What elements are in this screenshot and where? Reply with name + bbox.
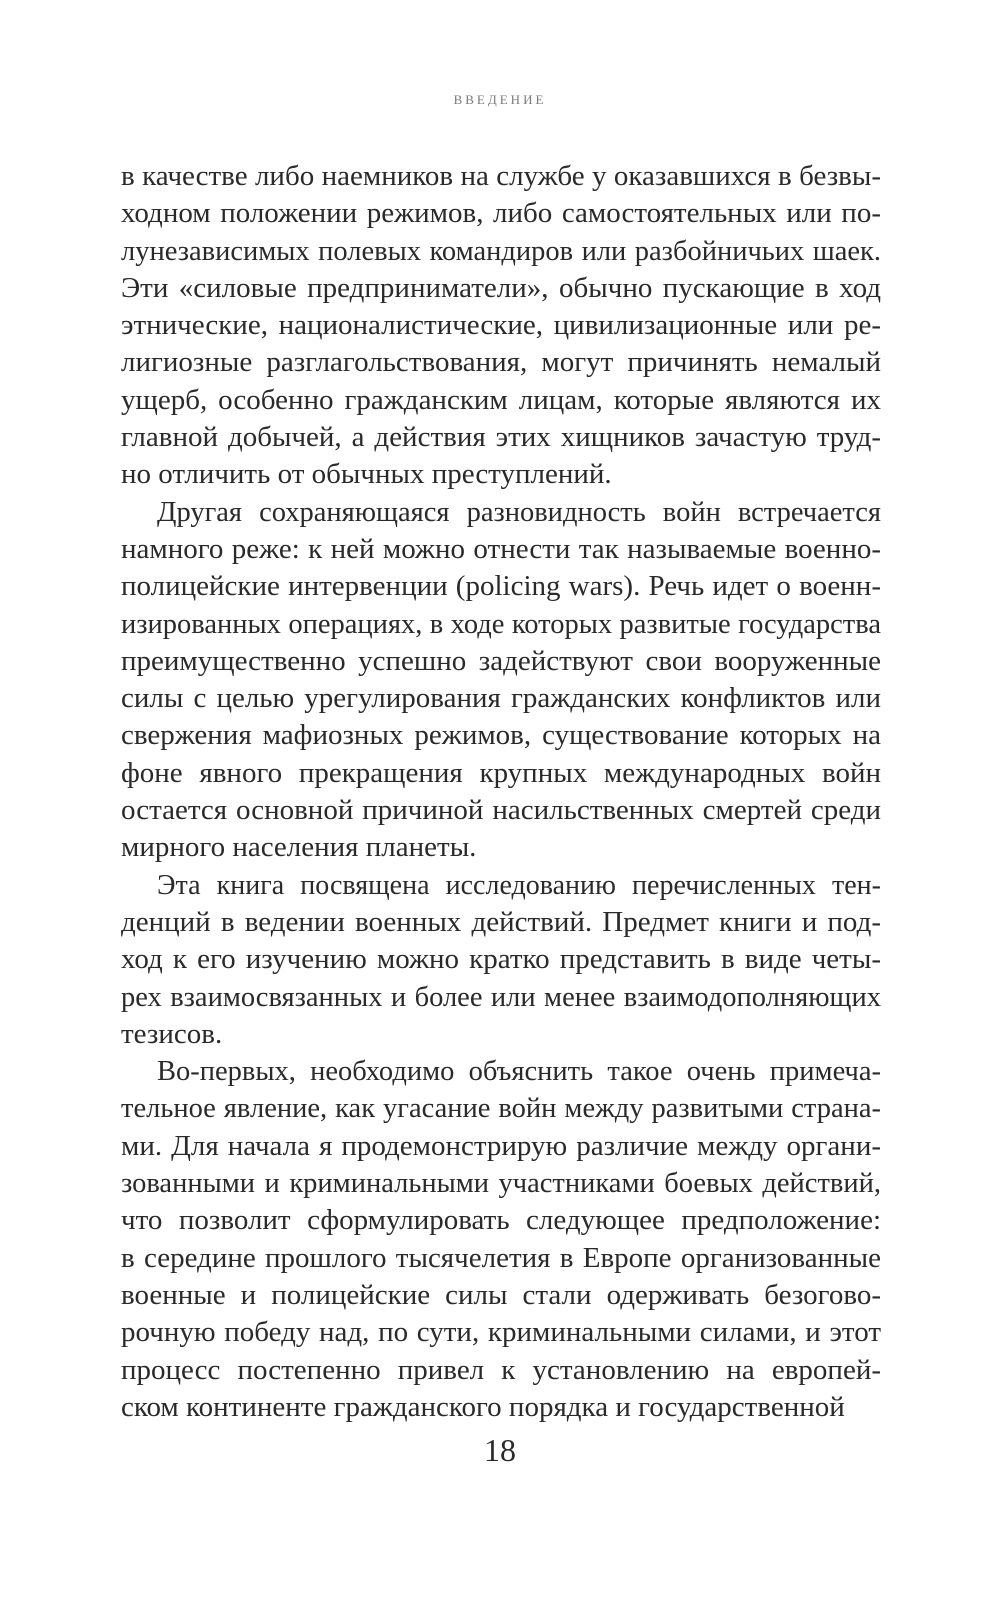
text-line: рех взаимосвязанных и более или менее взаимодополняющих <box>121 981 881 1013</box>
text-line: денций в ведении военных действий. Предмет книги и под- <box>121 905 881 938</box>
text-line: лунезависимых полевых командиров или разбойничьих шаек. <box>121 235 881 267</box>
text-line: остается основной причиной насильственных смертей среди <box>121 794 881 827</box>
text-line: в середине прошлого тысячелетия в Европе организованные <box>121 1241 881 1274</box>
text-line: ущерб, особенно гражданским лицам, которые являются их <box>121 383 881 416</box>
text-line: изированных операциях, в ходе которых развитые государства <box>121 608 881 640</box>
paragraph <box>121 1053 881 1426</box>
text-line: Другая сохраняющаяся разновидность войн встречается <box>157 496 881 528</box>
text-line: ход к его изучению можно кратко представить в виде четы- <box>121 943 881 976</box>
text-line: процесс постепенно привел к установлению на европей- <box>121 1353 881 1386</box>
body-text <box>121 158 881 1426</box>
text-line: мирного населения планеты. <box>121 831 477 864</box>
text-line: главной добычей, а действия этих хищников зачастую труд- <box>121 421 881 454</box>
text-line: лигиозные разглагольствования, могут причинять немалый <box>121 346 881 379</box>
text-line: тельное явление, как угасание войн между развитыми страна- <box>121 1093 881 1125</box>
paragraph <box>121 867 881 1053</box>
text-line: рочную победу над, по сути, криминальными силами, и этот <box>121 1316 881 1349</box>
text-line: Во-первых, необходимо объяснить такое очень примеча- <box>157 1056 881 1088</box>
page-number: 18 <box>484 1432 516 1468</box>
text-line: ском континенте гражданского порядка и государственной <box>121 1390 845 1423</box>
text-line: Эти «силовые предприниматели», обычно пускающие в ход <box>121 271 881 304</box>
text-line: Эта книга посвящена исследованию перечисленных тен- <box>157 869 881 901</box>
paragraph <box>121 494 881 867</box>
text-line: тезисов. <box>121 1017 223 1050</box>
text-line: свержения мафиозных режимов, существование которых на <box>121 719 881 752</box>
text-line: военные и полицейские силы стали одерживать безогово- <box>121 1278 881 1311</box>
text-line: намного реже: к ней можно отнести так называемые военно- <box>121 532 881 565</box>
text-line: зованными и криминальными участниками боевых действий, <box>121 1168 881 1200</box>
text-line: ми. Для начала я продемонстрирую различие между органи- <box>121 1129 881 1162</box>
text-line: но отличить от обычных преступлений. <box>121 458 612 491</box>
text-line: что позволит сформулировать следующее предположение: <box>121 1204 881 1237</box>
text-line: фоне явного прекращения крупных международных войн <box>121 756 881 789</box>
text-line: ходном положении режимов, либо самостоятельных или по- <box>121 197 881 230</box>
text-line: полицейские интервенции (policing wars). Речь идет о военн- <box>121 570 881 603</box>
paragraph <box>121 158 881 494</box>
text-line: преимущественно успешно задействуют свои вооруженные <box>121 644 881 677</box>
text-line: силы с целью урегулирования гражданских конфликтов или <box>121 682 881 715</box>
text-line: в качестве либо наемников на службе у оказавшихся в безвы- <box>121 160 881 192</box>
running-head: ВВЕДЕНИЕ <box>453 92 547 107</box>
text-line: этнические, националистические, цивилизационные или ре- <box>121 309 881 342</box>
